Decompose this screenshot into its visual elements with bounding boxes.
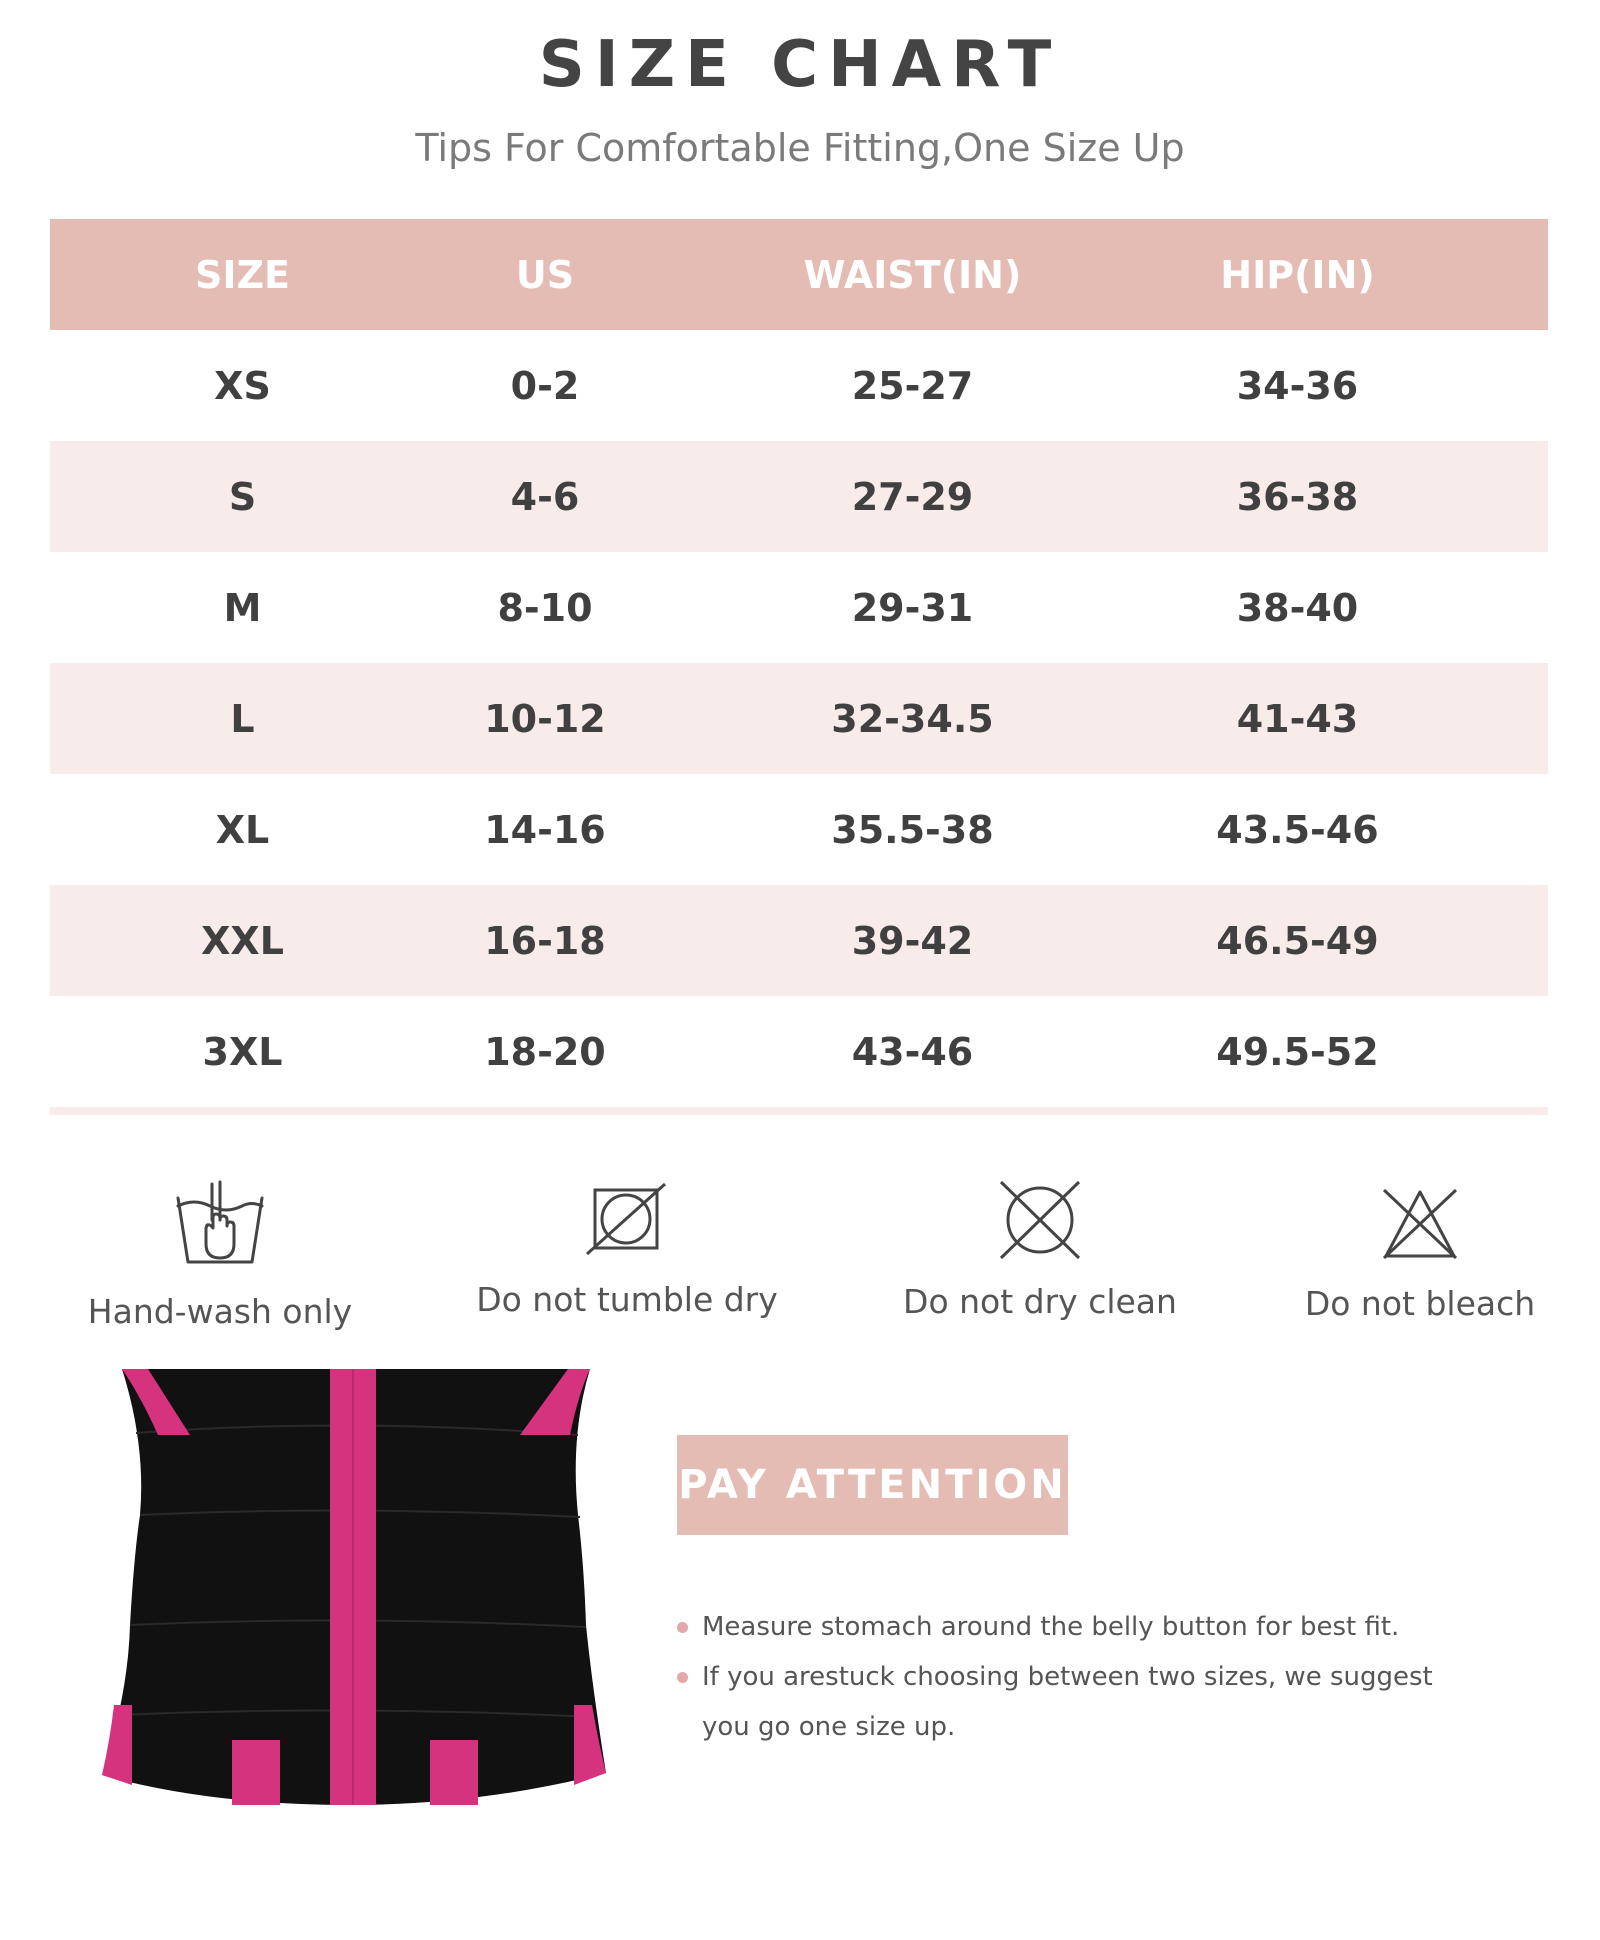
us-cell: 16-18 [484, 918, 606, 963]
table-row [50, 552, 1548, 663]
page-title: SIZE CHART [538, 28, 1062, 102]
hip-cell: 38-40 [1236, 585, 1359, 630]
hip-cell: 46.5-49 [1216, 918, 1379, 963]
table-row [50, 441, 1548, 552]
size-cell: XXL [201, 918, 284, 963]
us-cell: 4-6 [510, 474, 580, 519]
page-subtitle: Tips For Comfortable Fitting,One Size Up [415, 126, 1185, 170]
waist-cell: 43-46 [851, 1029, 974, 1074]
table-row [50, 996, 1548, 1107]
us-cell: 0-2 [510, 363, 580, 408]
waist-cell: 25-27 [851, 363, 974, 408]
table-row [50, 774, 1548, 885]
hip-cell: 34-36 [1236, 363, 1359, 408]
no-dry-clean-icon [997, 1180, 1083, 1260]
us-cell: 8-10 [497, 585, 593, 630]
table-row [50, 330, 1548, 441]
table-row [50, 885, 1548, 996]
list-item [677, 1602, 1437, 1652]
hand-wash-icon [172, 1180, 268, 1270]
size-chart-table [50, 219, 1548, 1115]
waist-trainer-image [100, 1365, 620, 1815]
column-header-hip: HIP(IN) [1220, 252, 1375, 297]
waist-cell: 35.5-38 [831, 807, 994, 852]
hip-cell: 49.5-52 [1216, 1029, 1379, 1074]
no-bleach-icon [1380, 1186, 1460, 1262]
care-item-hand-wash [80, 1180, 360, 1331]
table-row [50, 663, 1548, 774]
care-label: Do not dry clean [903, 1282, 1177, 1321]
care-label: Do not tumble dry [476, 1280, 778, 1319]
hip-cell: 36-38 [1236, 474, 1359, 519]
table-footer-divider [50, 1107, 1548, 1115]
note-text: Measure stomach around the belly button for best fit. [702, 1612, 1400, 1642]
bullet-dot [677, 1622, 688, 1633]
column-header-size: SIZE [194, 252, 291, 297]
hip-cell: 43.5-46 [1216, 807, 1379, 852]
waist-cell: 27-29 [851, 474, 974, 519]
care-label: Hand-wash only [87, 1292, 353, 1331]
waist-cell: 32-34.5 [831, 696, 994, 741]
care-item-dry-clean [900, 1180, 1180, 1321]
attention-notes [677, 1602, 1437, 1752]
size-cell: S [228, 474, 257, 519]
bullet-dot [677, 1672, 688, 1683]
waist-cell: 39-42 [851, 918, 974, 963]
list-item [677, 1652, 1437, 1752]
hip-cell: 41-43 [1236, 696, 1359, 741]
no-tumble-dry-icon [585, 1180, 669, 1258]
us-cell: 14-16 [484, 807, 606, 852]
table-header [50, 219, 1548, 330]
size-cell: M [223, 585, 262, 630]
us-cell: 10-12 [484, 696, 606, 741]
column-header-us: US [515, 252, 575, 297]
care-item-tumble-dry [472, 1180, 782, 1319]
pay-attention-heading: PAY ATTENTION [677, 1435, 1068, 1535]
size-cell: XL [215, 807, 270, 852]
size-cell: L [230, 696, 255, 741]
size-cell: 3XL [202, 1029, 283, 1074]
care-label: Do not bleach [1304, 1284, 1536, 1323]
care-item-bleach [1290, 1186, 1550, 1323]
column-header-waist: WAIST(IN) [803, 252, 1022, 297]
note-text: If you arestuck choosing between two sizes, we suggest you go one size up. [702, 1662, 1433, 1742]
waist-cell: 29-31 [851, 585, 974, 630]
us-cell: 18-20 [484, 1029, 606, 1074]
size-cell: XS [214, 363, 271, 408]
